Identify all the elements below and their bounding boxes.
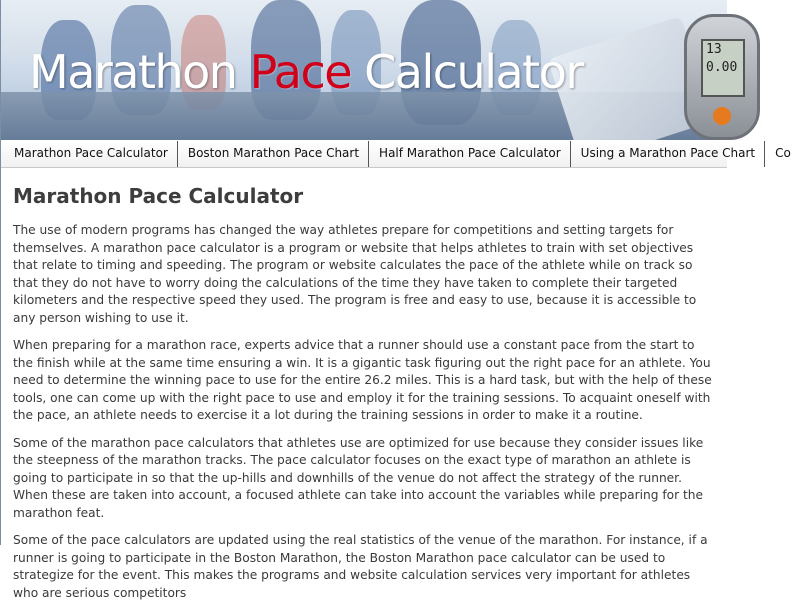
nav-item-boston-marathon-pace-chart[interactable]: Boston Marathon Pace Chart bbox=[178, 141, 369, 167]
stopwatch-screen bbox=[701, 39, 745, 97]
page-title: Marathon Pace Calculator bbox=[13, 184, 304, 208]
site-title-accent: Pace bbox=[249, 45, 352, 99]
stopwatch-image bbox=[684, 14, 760, 140]
top-navigation bbox=[1, 140, 791, 168]
article-paragraph: When preparing for a marathon race, experts advice that a runner should use a constant pace from the start to the finish while at the same time ensuring a win. It is a gigantic task figuring out the right pace for an athlete. You need to determine the winning pace to use for the entire 26.2 miles. This is a hard task, but with the help of these tools, one can come up with the right pace to use and employ it for the training sessions. To acquaint oneself with the pace, an athlete needs to exercise it a lot during the training sessions in order to make it a routine. bbox=[13, 338, 712, 422]
main-content bbox=[1, 168, 727, 602]
stopwatch-button bbox=[713, 107, 731, 125]
nav-item-using-a-marathon-pace-chart[interactable]: Using a Marathon Pace Chart bbox=[571, 141, 765, 167]
nav-item-truncated[interactable]: Co bbox=[775, 146, 791, 160]
header-banner bbox=[1, 0, 738, 140]
site-title-part: Calculator bbox=[351, 45, 583, 99]
stopwatch-readout-line: 0.00 bbox=[706, 60, 738, 75]
site-title[interactable] bbox=[29, 45, 583, 99]
nav-item-marathon-pace-calculator[interactable]: Marathon Pace Calculator bbox=[1, 141, 178, 167]
stopwatch-readout-line: 13 bbox=[706, 42, 722, 57]
nav-item-half-marathon-pace-calculator[interactable]: Half Marathon Pace Calculator bbox=[369, 141, 571, 167]
article-paragraph: The use of modern programs has changed the way athletes prepare for competitions and setting targets for themselves. A marathon pace calculator is a program or website that helps athletes to train with set objectives that relate to timing and speeding. The program or website calculates the pace of the athlete while on track so that they do not have to worry doing the calculations of the time they have taken to complete their targeted kilometers and the respective speed they used. The program is free and easy to use, because it is accessible to any person wishing to use it. bbox=[13, 223, 697, 325]
article-paragraph: Some of the pace calculators are updated using the real statistics of the venue of the marathon. For instance, if a runner is going to participate in the Boston Marathon, the Boston Marathon pace calculator can be used to strategize for the event. This makes the programs and website calculation services very important for athletes who are serious competitors bbox=[13, 533, 708, 600]
article-paragraph: Some of the marathon pace calculators that athletes use are optimized for use because they consider issues like the steepness of the marathon tracks. The pace calculator focuses on the exact type of marathon an athlete is going to participate in so that the up-hills and downhills of the venue do not affect the strategy of the runner. When these are taken into account, a focused athlete can take into account the variables while preparing for the marathon feat. bbox=[13, 435, 704, 520]
site-title-part: Marathon bbox=[29, 45, 250, 99]
